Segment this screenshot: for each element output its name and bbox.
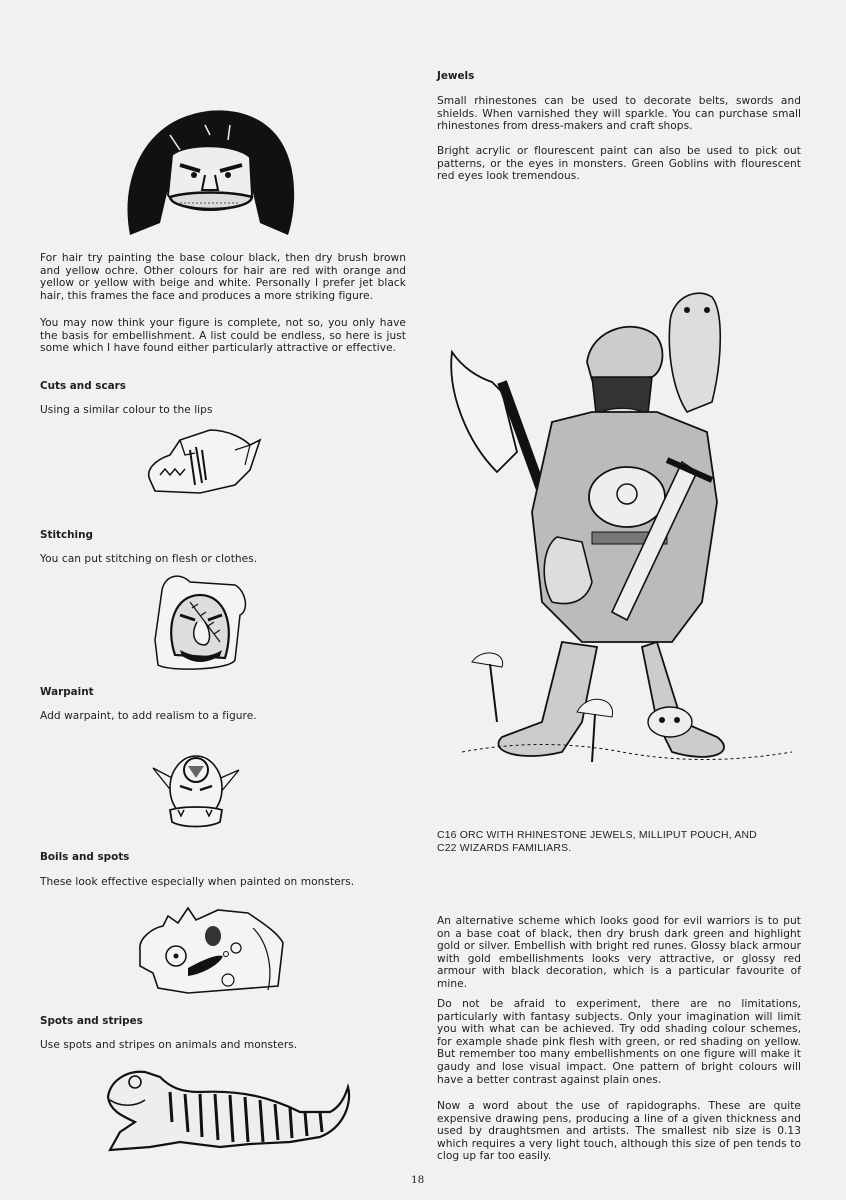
section-text-spots-and-stripes: Use spots and stripes on animals and monsters. [40,1039,298,1051]
caption-line-1: C16 ORC WITH RHINESTONE JEWELS, MILLIPUT POUCH, AND [437,830,757,841]
orc-warrior-illustration [442,282,807,777]
page-number: 18 [411,1174,425,1186]
scarred-orc-illustration [140,425,265,500]
stitched-face-illustration [150,570,250,675]
boil-monster-illustration [128,898,293,998]
jewels-heading: Jewels [437,70,475,82]
section-heading-warpaint: Warpaint [40,686,94,698]
section-heading-spots-and-stripes: Spots and stripes [40,1015,143,1027]
jewels-paragraph-2: Bright acrylic or flourescent paint can also be used to pick out patterns, or the eyes in monsters. Green Goblins with flourescent red eyes look tremendous. [437,145,801,183]
figure-caption [437,830,817,855]
section-heading-boils-and-spots: Boils and spots [40,851,130,863]
jewels-paragraph-1: Small rhinestones can be used to decorate belts, swords and shields. When varnished they will sparkle. You can purchase small rhinestones from dress-makers and craft shops. [437,95,801,133]
section-heading-cuts-and-scars: Cuts and scars [40,380,126,392]
warpainted-orc-illustration [148,748,244,833]
rapidographs-paragraph: Now a word about the use of rapidographs. These are quite expensive drawing pens, producing a line of a given thickness and used by draughtsmen and artists. The smallest nib size is 0.13 which requires a very light touch, although this size of pen tends to clog up far too easily. [437,1100,801,1163]
section-text-warpaint: Add warpaint, to add realism to a figure. [40,710,257,722]
striped-lizard-illustration [100,1062,360,1152]
section-text-boils-and-spots: These look effective especially when painted on monsters. [40,876,355,888]
hair-paragraph: For hair try painting the base colour black, then dry brush brown and yellow ochre. Other colours for hair are red with orange and yellow or yellow with beige and white. Personally I prefer jet black hair, this frames the face and produces a more striking figure. [40,252,406,302]
evil-warriors-paragraph: An alternative scheme which looks good for evil warriors is to put on a base coat of black, then dry brush dark green and highlight gold or silver. Embellish with bright red runes. Glossy black armour with gold embellishments looks very attractive, or glossy red armour with black decoration, which is a particular favourite of mine. [437,915,801,990]
experiment-paragraph: Do not be afraid to experiment, there are no limitations, particularly with fantasy subjects. Only your imagination will limit you with what can be achieved. Try odd shading colour schemes, for example shade pink flesh with green, or red shading on yellow. But remember too many embellishments on one figure will make it gaudy and lose visual impact. One pattern of bright colours will have a better contrast against plain ones. [437,998,801,1086]
section-heading-stitching: Stitching [40,529,93,541]
section-text-cuts-and-scars: Using a similar colour to the lips [40,404,213,416]
section-text-stitching: You can put stitching on flesh or clothes. [40,553,258,565]
intro-paragraph: You may now think your figure is complete, not so, you only have the basis for embellishment. A list could be endless, so here is just some which I have found either particularly attractive or effective. [40,317,406,355]
long-haired-orc-illustration [110,95,310,245]
caption-line-2: C22 WIZARDS FAMILIARS. [437,842,572,854]
